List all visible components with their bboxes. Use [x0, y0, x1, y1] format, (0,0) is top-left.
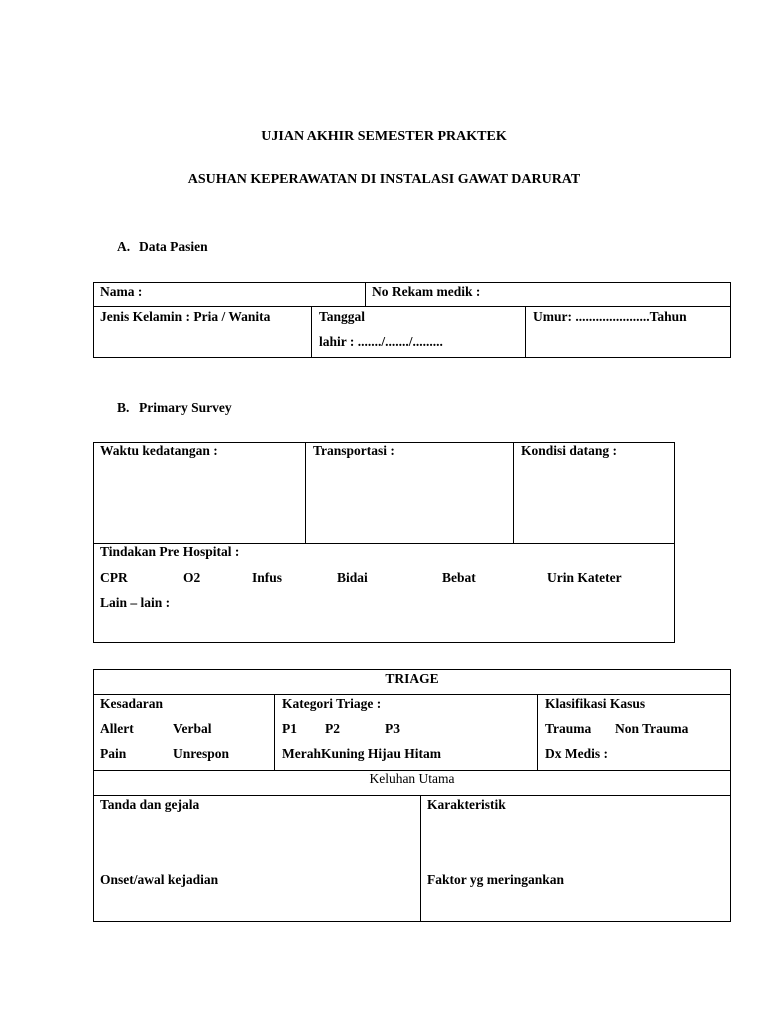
table-divider: [274, 694, 275, 770]
field-kategori-triage: Kategori Triage :: [282, 696, 382, 711]
field-kondisi-datang: Kondisi datang :: [521, 443, 618, 458]
field-transportasi: Transportasi :: [313, 443, 395, 458]
option-cpr: CPR: [100, 570, 128, 585]
table-divider: [93, 795, 731, 796]
table-divider: [420, 795, 421, 922]
field-faktor-meringankan: Faktor yg meringankan: [427, 872, 565, 887]
table-divider: [305, 442, 306, 543]
option-bebat: Bebat: [442, 570, 476, 585]
field-no-rekam-medik: No Rekam medik :: [372, 284, 481, 299]
option-unrespon: Unrespon: [173, 746, 230, 761]
table-divider: [311, 306, 312, 358]
table-divider: [93, 694, 731, 695]
field-dx-medis: Dx Medis :: [545, 746, 608, 761]
option-p3: P3: [385, 721, 400, 736]
field-kesadaran: Kesadaran: [100, 696, 164, 711]
field-onset: Onset/awal kejadian: [100, 872, 219, 887]
field-klasifikasi-kasus: Klasifikasi Kasus: [545, 696, 646, 711]
section-b-marker: B.: [117, 400, 130, 415]
option-infus: Infus: [252, 570, 283, 585]
field-waktu-kedatangan: Waktu kedatangan :: [100, 443, 218, 458]
document-subtitle: ASUHAN KEPERAWATAN DI INSTALASI GAWAT DARURAT: [187, 172, 581, 187]
option-bidai: Bidai: [337, 570, 368, 585]
field-tanda-gejala: Tanda dan gejala: [100, 797, 200, 812]
section-b-heading: Primary Survey: [139, 400, 232, 415]
option-pain: Pain: [100, 746, 127, 761]
field-nama: Nama :: [100, 284, 143, 299]
option-verbal: Verbal: [173, 721, 212, 736]
table-divider: [93, 306, 731, 307]
field-tanggal-lahir: lahir : ......./......./.........: [319, 334, 443, 349]
table-divider: [525, 306, 526, 358]
option-p1: P1: [282, 721, 297, 736]
section-a-heading: Data Pasien: [139, 239, 208, 254]
field-lain-lain: Lain – lain :: [100, 595, 171, 610]
option-o2: O2: [183, 570, 201, 585]
document-title: UJIAN AKHIR SEMESTER PRAKTEK: [261, 129, 507, 144]
keluhan-utama-heading: Keluhan Utama: [369, 771, 455, 786]
table-divider: [537, 694, 538, 770]
field-tanggal: Tanggal: [319, 309, 366, 324]
option-urin-kateter: Urin Kateter: [547, 570, 622, 585]
option-warna: MerahKuning Hijau Hitam: [282, 746, 442, 761]
table-divider: [365, 282, 366, 306]
field-umur: Umur: ......................Tahun: [533, 309, 687, 324]
option-allert: Allert: [100, 721, 134, 736]
option-non-trauma: Non Trauma: [615, 721, 689, 736]
table-divider: [513, 442, 514, 543]
option-p2: P2: [325, 721, 340, 736]
field-tindakan-pre-hospital: Tindakan Pre Hospital :: [100, 544, 240, 559]
field-karakteristik: Karakteristik: [427, 797, 506, 812]
field-jenis-kelamin: Jenis Kelamin : Pria / Wanita: [100, 309, 271, 324]
triage-title: TRIAGE: [385, 671, 439, 686]
option-trauma: Trauma: [545, 721, 592, 736]
section-a-marker: A.: [117, 239, 131, 254]
